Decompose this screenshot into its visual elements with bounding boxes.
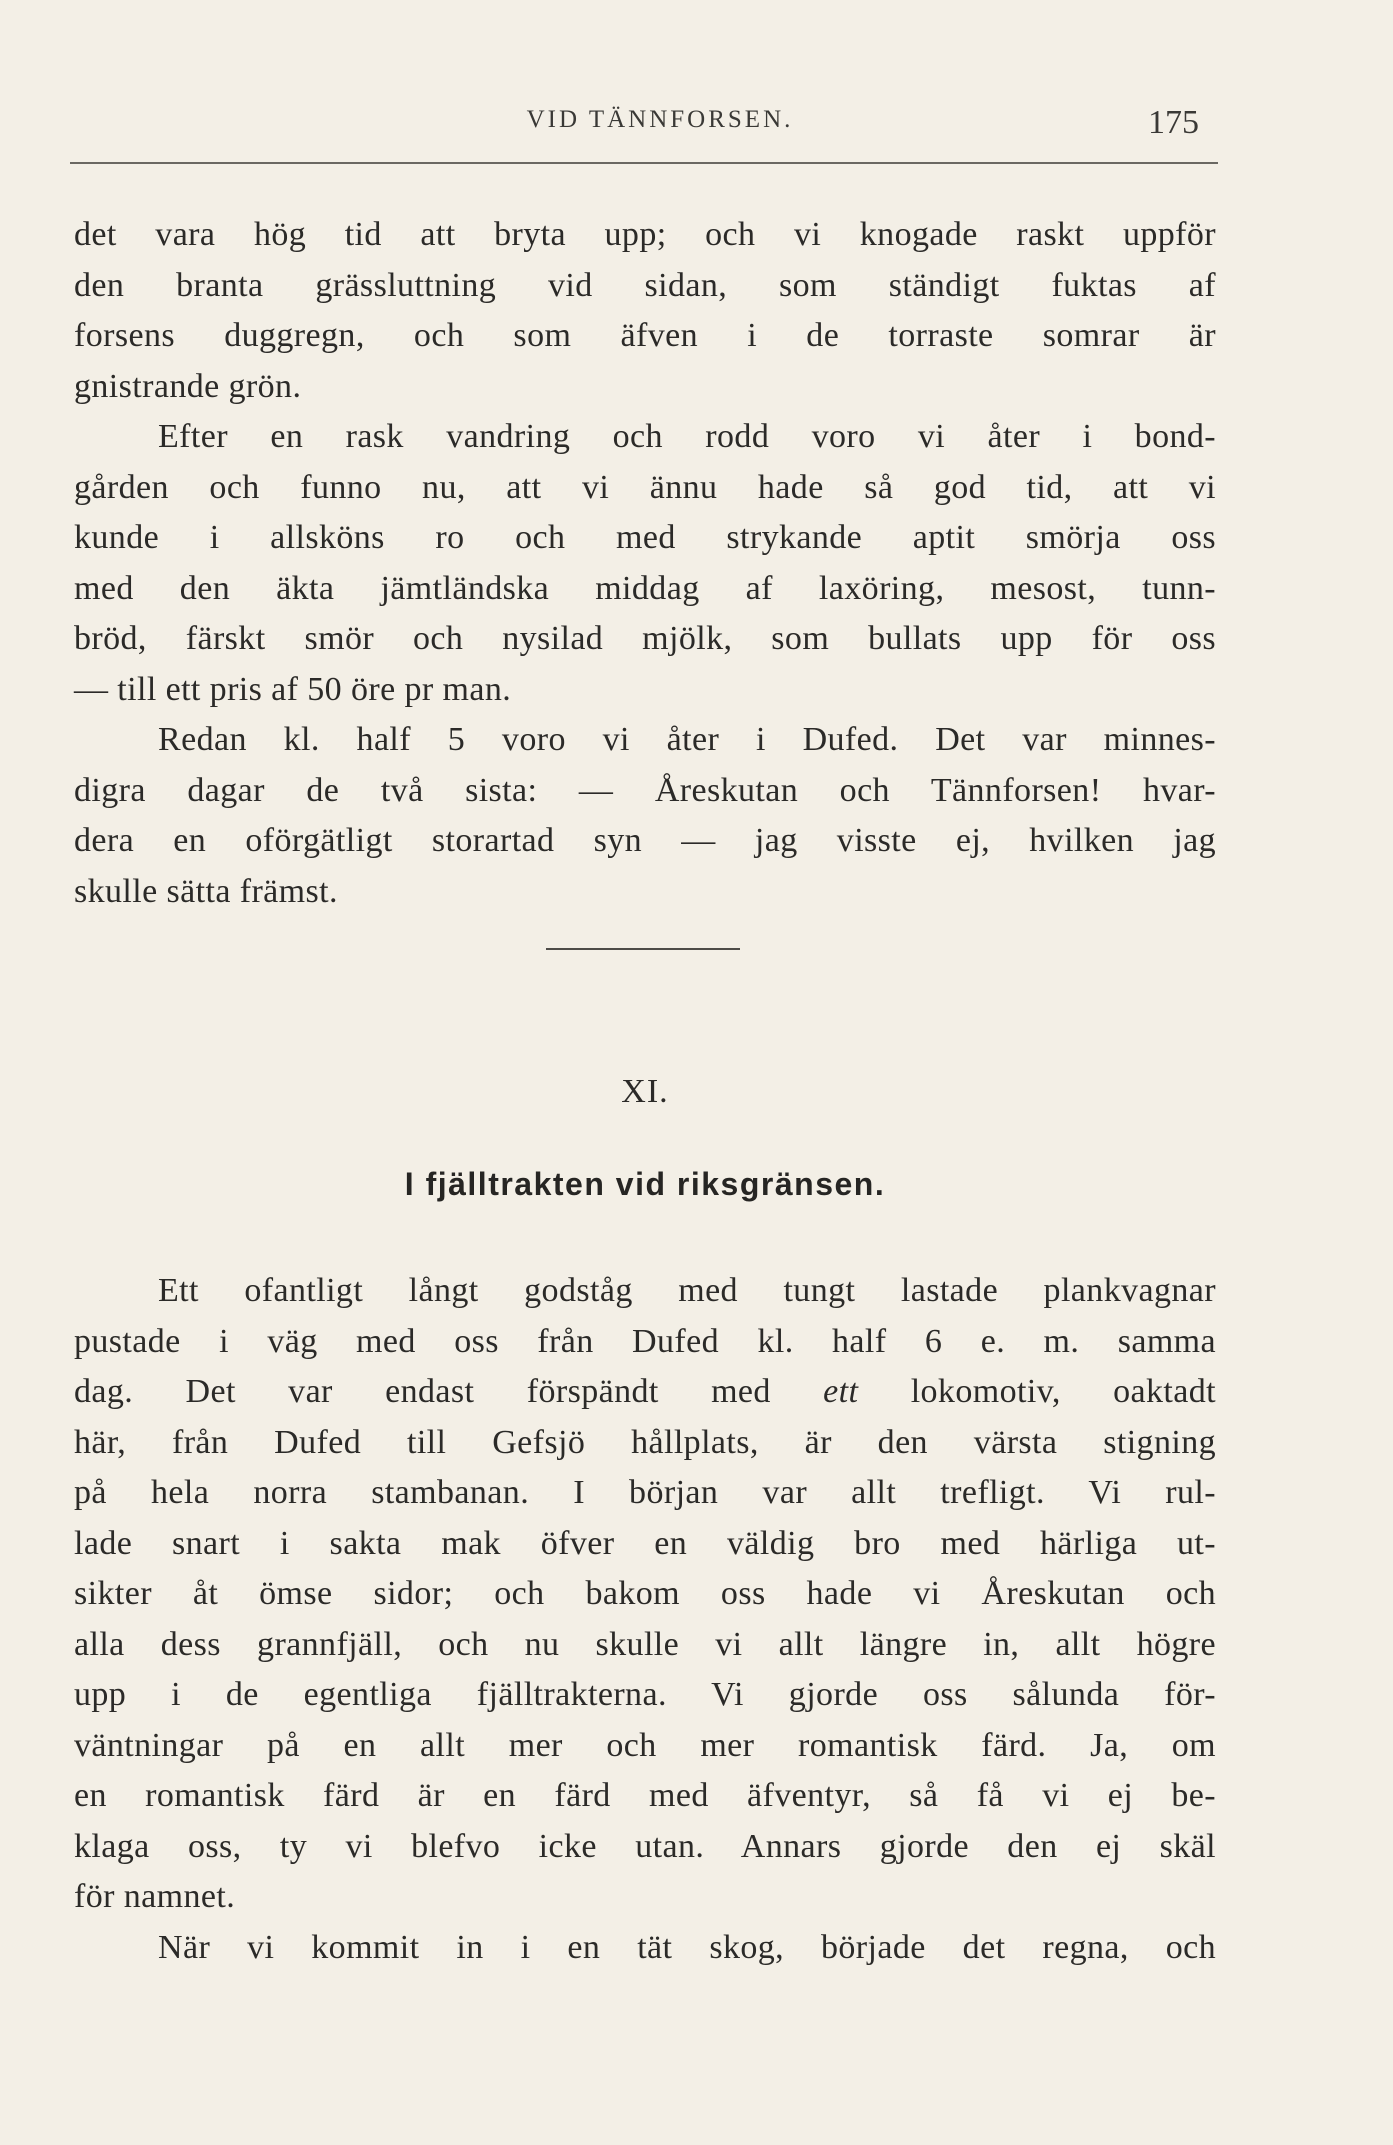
header-rule bbox=[70, 162, 1218, 164]
text-line: forsens duggregn, och som äfven i de torraste somrar är bbox=[74, 317, 1216, 354]
text-line: här, från Dufed till Gefsjö hållplats, är den värsta stigning bbox=[74, 1423, 1216, 1461]
text-line: upp i de egentliga fjälltrakterna. Vi gjorde oss sålunda för- bbox=[74, 1676, 1216, 1713]
page-number: 175 bbox=[1148, 104, 1199, 141]
text-line: på hela norra stambanan. I början var allt trefligt. Vi rul- bbox=[74, 1474, 1216, 1511]
paragraph-block-top bbox=[74, 210, 1216, 917]
text-line: lade snart i sakta mak öfver en väldig bro med härliga ut- bbox=[74, 1524, 1216, 1562]
text-line: Redan kl. half 5 voro vi åter i Dufed. Det var minnes- bbox=[158, 721, 1216, 758]
emphasized-word: ett bbox=[823, 1373, 859, 1410]
text-line: gnistrande grön. bbox=[74, 367, 302, 405]
chapter-title: I fjälltrakten vid riksgränsen. bbox=[404, 1166, 886, 1202]
text-line: kunde i allsköns ro och med strykande aptit smörja oss bbox=[74, 519, 1216, 556]
text-line: gården och funno nu, att vi ännu hade så god tid, att vi bbox=[74, 468, 1216, 506]
running-title: VID TÄNNFORSEN. bbox=[526, 106, 794, 133]
paragraph-block-bottom bbox=[74, 1266, 1216, 1973]
running-header bbox=[0, 106, 1393, 146]
section-divider bbox=[546, 948, 740, 950]
text-line: en romantisk färd är en färd med äfventyr, så få vi ej be- bbox=[74, 1777, 1216, 1814]
text-line: pustade i väg med oss från Dufed kl. half 6 e. m. samma bbox=[74, 1322, 1216, 1360]
text-line: dera en oförgätligt storartad syn — jag visste ej, hvilken jag bbox=[74, 822, 1216, 859]
text-line: När vi kommit in i en tät skog, började det regna, och bbox=[158, 1928, 1216, 1966]
text-line: det vara hög tid att bryta upp; och vi knogade raskt uppför bbox=[74, 216, 1216, 253]
text-line: för namnet. bbox=[74, 1878, 236, 1915]
text-line: alla dess grannfjäll, och nu skulle vi allt längre in, allt högre bbox=[74, 1625, 1216, 1663]
text-line: bröd, färskt smör och nysilad mjölk, som bullats upp för oss bbox=[74, 620, 1216, 657]
text-line: med den äkta jämtländska middag af laxöring, mesost, tunn- bbox=[74, 569, 1216, 607]
text-line: skulle sätta främst. bbox=[74, 872, 338, 910]
text-line: klaga oss, ty vi blefvo icke utan. Annars gjorde den ej skäl bbox=[74, 1827, 1216, 1865]
text-line: sikter åt ömse sidor; och bakom oss hade vi Åreskutan och bbox=[74, 1575, 1216, 1612]
text-line: väntningar på en allt mer och mer romantisk färd. Ja, om bbox=[74, 1726, 1216, 1764]
text-line: den branta grässluttning vid sidan, som ständigt fuktas af bbox=[74, 266, 1216, 304]
text-line: — till ett pris af 50 öre pr man. bbox=[74, 670, 512, 708]
text-segment: lokomotiv, oaktadt bbox=[910, 1373, 1216, 1410]
text-line: Efter en rask vandring och rodd voro vi åter i bond- bbox=[158, 418, 1216, 455]
chapter-number: XI. bbox=[621, 1073, 669, 1110]
text-line: Ett ofantligt långt godståg med tungt lastade plankvagnar bbox=[158, 1272, 1216, 1309]
text-line: digra dagar de två sista: — Åreskutan och Tännforsen! hvar- bbox=[74, 771, 1216, 809]
text-line bbox=[74, 1367, 1216, 1418]
text-segment: dag. Det var endast förspändt med bbox=[74, 1373, 771, 1410]
